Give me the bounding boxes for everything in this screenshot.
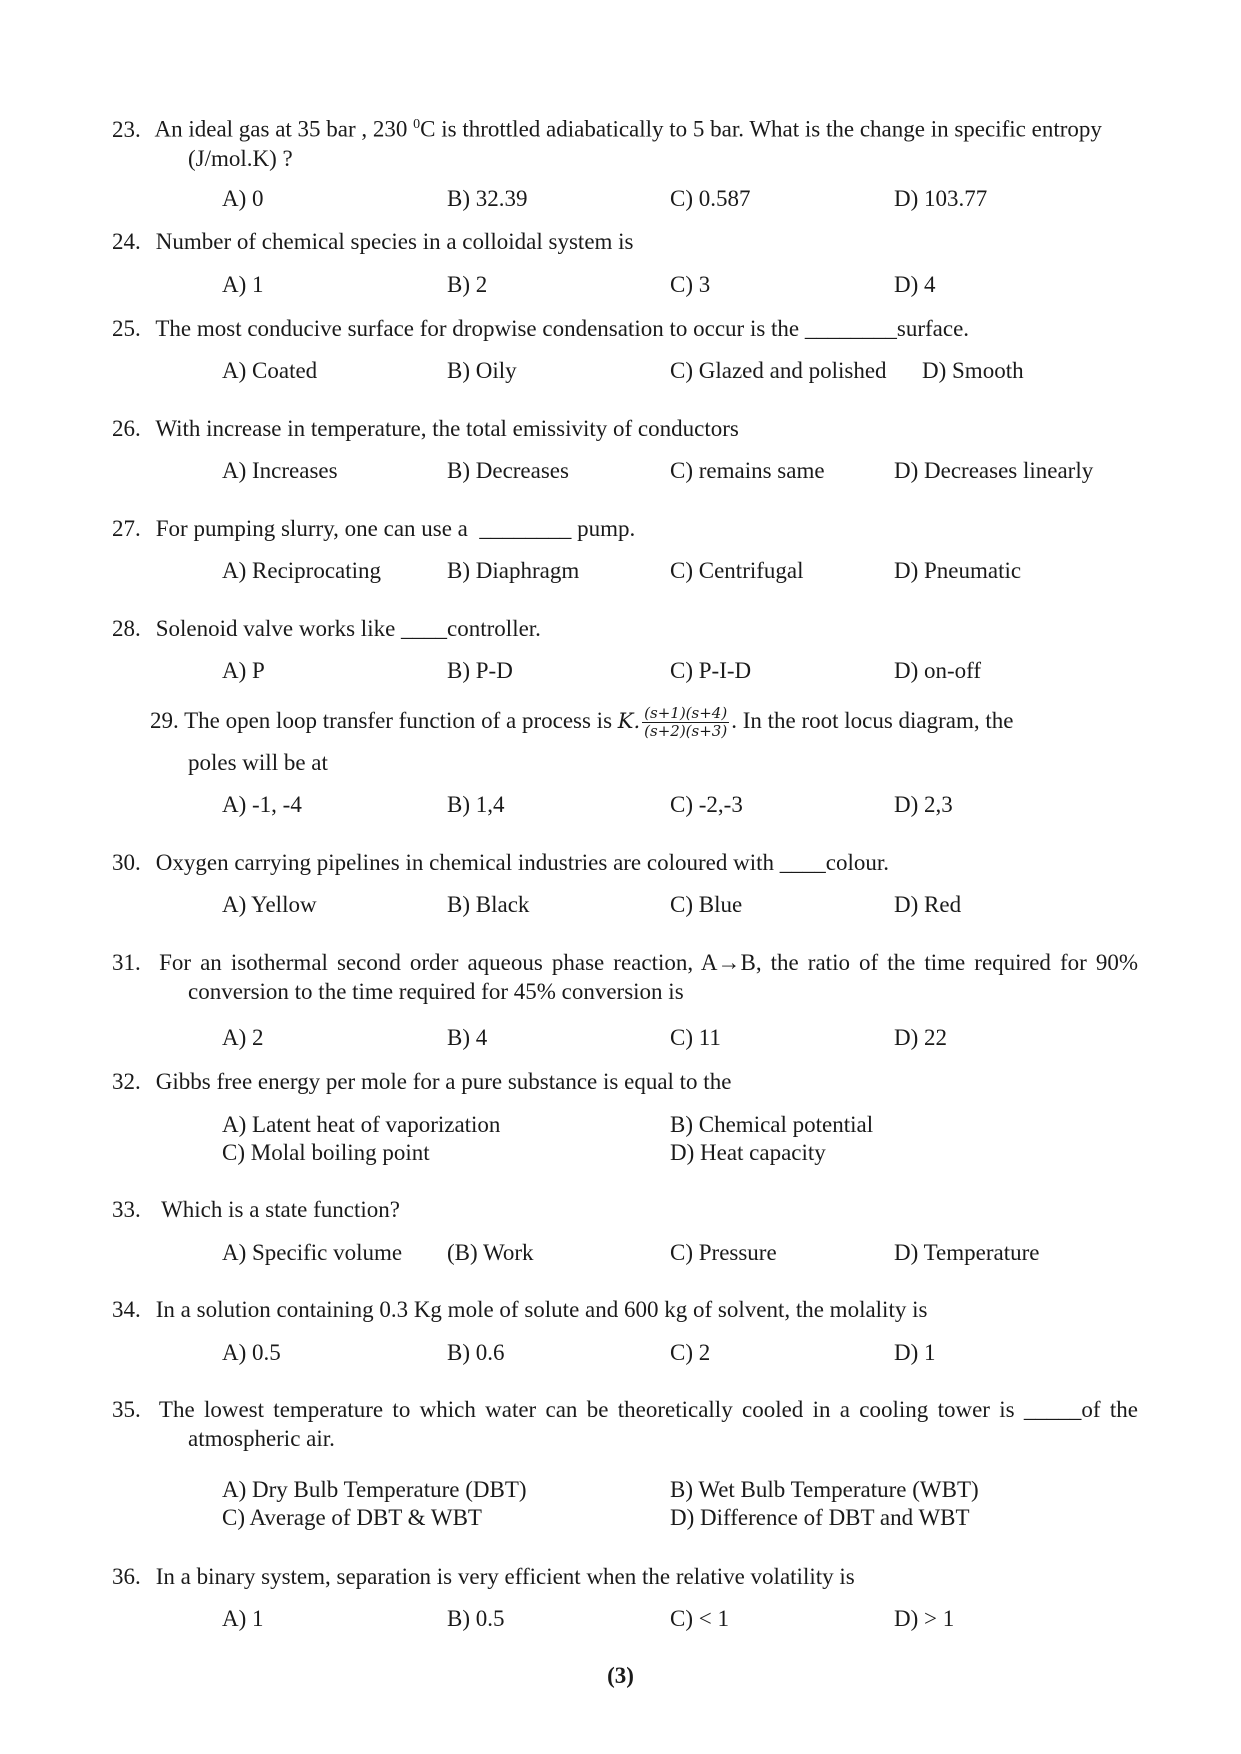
option-c: C) 0.587 — [670, 186, 751, 211]
option-a: A) Yellow — [222, 892, 317, 917]
option-d: D) 103.77 — [894, 186, 988, 211]
question-text: The open loop transfer function of a process is — [184, 708, 618, 733]
option-b: B) 32.39 — [447, 186, 528, 211]
option-d: D) Pneumatic — [894, 558, 1022, 583]
question-text: In a binary system, separation is very efficient when the relative volatility is — [155, 1564, 855, 1589]
option-a: A) Specific volume — [222, 1240, 403, 1265]
option-d: D) Red — [894, 892, 962, 917]
question-31: 31. For an isothermal second order aqueous phase reaction, A→B, the ratio of the time required for 90% conversion to the time required for 45% conversion is — [112, 950, 1139, 1004]
option-c: C) Centrifugal — [670, 558, 804, 583]
question-text: Oxygen carrying pipelines in chemical industries are coloured with ____colour. — [155, 850, 889, 875]
option-a: A) Latent heat of vaporization — [222, 1112, 501, 1137]
question-text: An ideal gas at 35 bar , 230 — [154, 116, 414, 142]
option-d: D) Heat capacity — [670, 1140, 826, 1165]
superscript: 0 — [413, 117, 421, 132]
question-text: Gibbs free energy per mole for a pure substance is equal to the — [155, 1069, 732, 1094]
option-b: B) Diaphragm — [447, 558, 580, 583]
option-c: C) -2,-3 — [670, 792, 743, 817]
option-d: D) 1 — [894, 1340, 936, 1365]
fraction-denominator: (s+2)(s+3) — [644, 722, 728, 741]
option-a: A) Reciprocating — [222, 558, 382, 583]
question-text: The lowest temperature to which water can be theoretically cooled in a cooling tower is _____of the atmospheric air. — [158, 1397, 1138, 1451]
option-c: C) Molal boiling point — [222, 1140, 430, 1165]
question-30: 30. Oxygen carrying pipelines in chemical industries are coloured with ____colour. — [112, 850, 889, 875]
option-c: C) remains same — [670, 458, 825, 483]
question-29-line2 — [188, 748, 1138, 777]
option-b: B) Black — [447, 892, 530, 917]
option-d: D) > 1 — [894, 1606, 955, 1631]
option-d: D) Smooth — [922, 358, 1024, 383]
option-b: B) 0.6 — [447, 1340, 505, 1365]
question-35: 35. The lowest temperature to which water can be theoretically cooled in a cooling tower is _____of the atmospheric air. — [112, 1397, 1138, 1451]
option-a: A) Dry Bulb Temperature (DBT) — [222, 1477, 527, 1502]
option-b: B) P-D — [447, 658, 513, 683]
option-c: C) Glazed and polished — [670, 358, 887, 383]
gain-symbol: K. — [617, 709, 641, 733]
option-d: D) 4 — [894, 272, 936, 297]
transfer-function-fraction — [642, 705, 729, 740]
option-c: C) Average of DBT & WBT — [222, 1505, 482, 1530]
option-c: C) Pressure — [670, 1240, 777, 1265]
question-26: 26. With increase in temperature, the total emissivity of conductors — [112, 416, 739, 441]
option-c: C) 2 — [670, 1340, 711, 1365]
question-34: 34. In a solution containing 0.3 Kg mole of solute and 600 kg of solvent, the molality is — [112, 1297, 928, 1322]
option-c: C) 11 — [670, 1025, 721, 1050]
option-c: C) < 1 — [670, 1606, 729, 1631]
question-33: 33. Which is a state function? — [112, 1197, 400, 1222]
option-a: A) -1, -4 — [222, 792, 302, 817]
question-text: The most conducive surface for dropwise condensation to occur is the ________surface. — [155, 316, 970, 341]
option-a: A) 1 — [222, 1606, 264, 1631]
question-25: 25. The most conducive surface for dropwise condensation to occur is the ________surface. — [112, 316, 970, 341]
question-text: With increase in temperature, the total emissivity of conductors — [155, 416, 739, 441]
question-text: For pumping slurry, one can use a ________ pump. — [155, 516, 636, 541]
option-d: D) 22 — [894, 1025, 948, 1050]
question-text-cont: C is throttled adiabatically to 5 bar. What is the change in specific entropy (J/mol.K) ? — [188, 116, 1102, 171]
option-a: A) Coated — [222, 358, 318, 383]
option-a: A) 2 — [222, 1025, 264, 1050]
question-23: 23. An ideal gas at 35 bar , 230 $^0$C is throttled adiabatically to 5 bar. What is the change in specific entropy (J/mol.K) ? — [112, 116, 1102, 171]
question-text: For an isothermal second order aqueous phase reaction, A→B, the ratio of the time required for 90% conversion to the time required for 45% conversion is — [159, 950, 1139, 1004]
option-a: A) 0.5 — [222, 1340, 281, 1365]
option-b: B) Oily — [447, 358, 517, 383]
page-number: (3) — [607, 1663, 634, 1688]
question-text: Solenoid valve works like ____controller. — [155, 616, 541, 641]
option-d: D) Decreases linearly — [894, 458, 1094, 483]
question-32: 32. Gibbs free energy per mole for a pure substance is equal to the — [112, 1069, 732, 1094]
option-a: A) P — [222, 658, 265, 683]
option-c: C) 3 — [670, 272, 711, 297]
option-b: B) 0.5 — [447, 1606, 505, 1631]
option-d: D) 2,3 — [894, 792, 953, 817]
question-36: 36. In a binary system, separation is very efficient when the relative volatility is — [112, 1564, 855, 1589]
fraction-numerator: (s+1)(s+4) — [644, 704, 728, 723]
option-b: B) Decreases — [447, 458, 569, 483]
option-d: D) Temperature — [894, 1240, 1040, 1265]
option-d: D) Difference of DBT and WBT — [670, 1505, 970, 1530]
option-b: B) 4 — [447, 1025, 488, 1050]
option-a: A) Increases — [222, 458, 338, 483]
option-a: A) 1 — [222, 272, 264, 297]
question-29 — [150, 700, 1100, 742]
option-d: D) on-off — [894, 658, 982, 683]
option-c: C) P-I-D — [670, 658, 752, 683]
option-b: B) Chemical potential — [670, 1112, 874, 1137]
option-c: C) Blue — [670, 892, 743, 917]
question-24: 24. Number of chemical species in a colloidal system is — [112, 229, 634, 254]
option-b: B) 2 — [447, 272, 488, 297]
option-a: A) 0 — [222, 186, 264, 211]
question-28: 28. Solenoid valve works like ____controller. — [112, 616, 541, 641]
question-text: In a solution containing 0.3 Kg mole of solute and 600 kg of solvent, the molality is — [155, 1297, 928, 1322]
question-27: 27. For pumping slurry, one can use a ________ pump. — [112, 516, 636, 541]
question-text: Which is a state function? — [155, 1197, 400, 1222]
option-b: B) Wet Bulb Temperature (WBT) — [670, 1477, 979, 1502]
option-b: B) 1,4 — [447, 792, 505, 817]
option-b: (B) Work — [447, 1240, 534, 1265]
question-text-cont: . In the root locus diagram, the — [731, 708, 1014, 733]
question-text-cont: poles will be at — [188, 750, 328, 775]
question-number: 29. — [150, 708, 179, 733]
question-text: Number of chemical species in a colloidal system is — [155, 229, 634, 254]
